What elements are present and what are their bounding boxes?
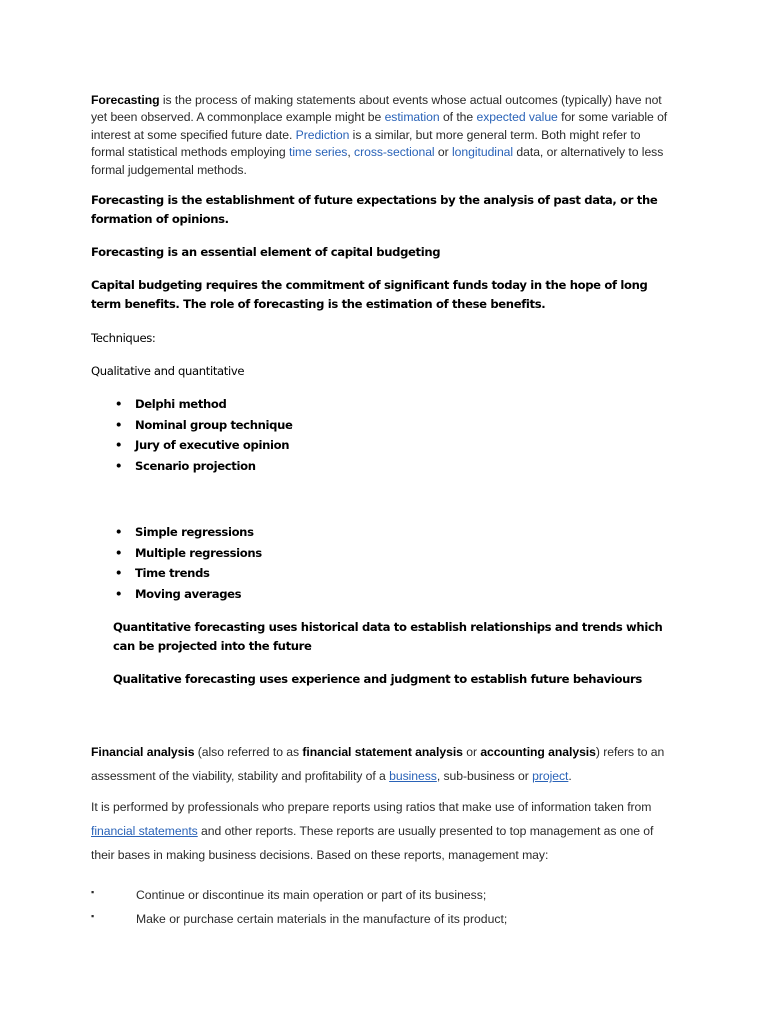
intro-text-7: data, or alternatively to less formal judgemental methods. [91,145,664,177]
intro-text-6: or [434,145,452,160]
pb-text-2: and other reports. These reports are usually presented to top management as one of their bases in making business decisions. Based on these reports, management may: [91,824,654,862]
fa-text-3: ) refers to an assessment of the viability, stability and profitability of a [91,745,665,783]
management-action-label: Continue or discontinue its main operation or part of its business; [136,888,487,902]
list-item-label: Multiple regressions [135,545,262,560]
bullet-icon: • [115,458,123,473]
pb-text-1: It is performed by professionals who prepare reports using ratios that make use of information taken from [91,800,652,814]
estimation-link[interactable]: estimation [384,110,440,125]
intro-text-1: is the process of making statements about events whose actual outcomes (typically) have not yet been observed. A commonplace example might be [91,93,662,125]
list-item-label: Time trends [135,566,210,581]
capital-budgeting-detail: Capital budgeting requires the commitment of significant funds today in the hope of long term benefits. The role of forecasting is the estimation of these benefits. [91,278,648,312]
list-item [91,395,293,416]
bullet-icon: • [115,417,123,432]
capital-budgeting-element: Forecasting is an essential element of capital budgeting [91,245,441,259]
management-action-label: Make or purchase certain materials in the manufacture of its product; [136,912,508,926]
cross-sectional-link[interactable]: cross-sectional [354,145,435,160]
qualitative-forecasting-note: Qualitative forecasting uses experience and judgment to establish future behaviours [113,672,642,686]
quantitative-forecasting-note: Quantitative forecasting uses historical data to establish relationships and trends which can be projected into the future [113,620,663,654]
intro-text-3: for some variable of interest at some specified future date. [91,110,668,142]
qualitative-methods-list [91,395,293,477]
list-item [91,585,262,606]
expected-value-link[interactable]: expected value [476,110,558,125]
prediction-link[interactable]: Prediction [295,127,350,142]
list-item-label: Jury of executive opinion [135,438,290,453]
list-item-label: Delphi method [135,397,227,411]
forecasting-term: Forecasting [91,93,160,107]
techniques-heading: Techniques: [91,331,156,345]
list-item [91,416,293,437]
bullet-icon: • [115,566,123,581]
financial-statements-link[interactable]: financial statements [91,824,198,838]
fa-text-5: . [568,769,572,783]
time-series-link[interactable]: time series [288,145,348,160]
business-link[interactable]: business [389,769,437,783]
list-item [91,457,293,478]
forecasting-intro-paragraph [91,92,676,179]
quantitative-methods-list [91,523,262,605]
financial-statement-analysis-term: financial statement analysis [302,745,463,759]
intro-text-5: , [347,145,355,160]
financial-analysis-term: Financial analysis [91,745,195,759]
fa-text-1: (also referred to as [194,745,303,759]
bullet-icon: • [115,397,123,411]
longitudinal-link[interactable]: longitudinal [452,145,514,160]
bullet-icon: • [115,525,123,539]
intro-text-4: is a similar, but more general term. Both might refer to formal statistical methods employing [91,127,641,160]
bullet-icon: • [115,586,123,601]
square-bullet-icon: ▪ [91,887,95,897]
fa-text-4: , sub-business or [436,769,533,783]
list-item [91,436,293,457]
bullet-icon: • [115,438,123,453]
performed-by-paragraph [91,795,676,867]
list-item-label: Scenario projection [135,458,256,473]
project-link[interactable]: project [532,769,569,783]
accounting-analysis-term: accounting analysis [480,745,596,759]
financial-analysis-paragraph [91,740,676,788]
list-item [91,564,262,585]
square-bullet-icon: ▪ [91,911,95,921]
list-item-label: Moving averages [135,586,242,601]
intro-text-2: of the [439,110,477,125]
bullet-icon: • [115,545,123,560]
techniques-subheading: Qualitative and quantitative [91,364,245,378]
list-item [91,523,262,544]
list-item-label: Simple regressions [135,525,254,539]
list-item [91,544,262,565]
list-item-label: Nominal group technique [135,417,293,432]
forecasting-definition: Forecasting is the establishment of future expectations by the analysis of past data, or the formation of opinions. [91,193,658,227]
fa-text-2: or [462,745,481,759]
